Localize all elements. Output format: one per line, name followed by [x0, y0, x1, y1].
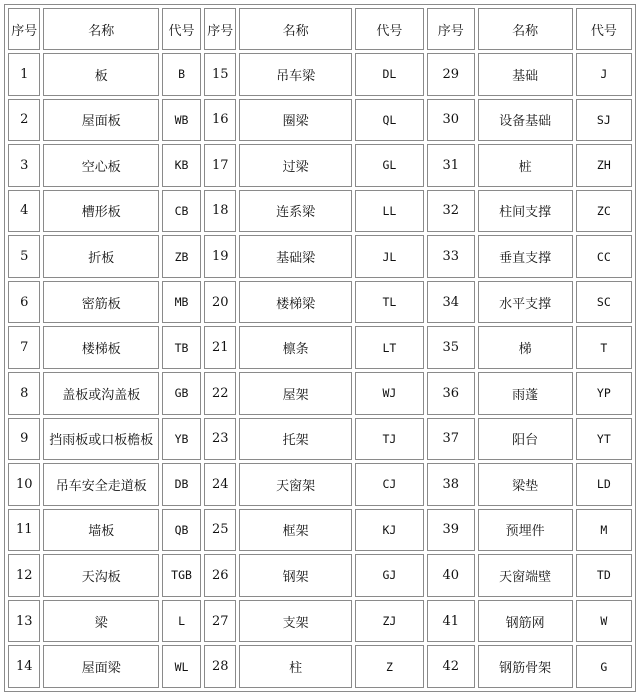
serial-cell: 29 [427, 53, 475, 96]
serial-cell: 13 [8, 600, 40, 643]
member-name-cell: 密筋板 [43, 281, 159, 324]
member-code-cell: SC [576, 281, 632, 324]
member-code-cell: JL [355, 235, 424, 278]
serial-cell: 38 [427, 463, 475, 506]
member-code-cell: TGB [162, 554, 201, 597]
member-code-cell: B [162, 53, 201, 96]
table-row [8, 53, 632, 96]
header-name-1: 名称 [43, 8, 159, 50]
member-code-cell: QL [355, 99, 424, 142]
serial-cell: 5 [8, 235, 40, 278]
member-code-cell: CJ [355, 463, 424, 506]
serial-cell: 16 [204, 99, 236, 142]
member-code-cell: KB [162, 144, 201, 187]
member-name-cell: 托架 [239, 418, 351, 461]
member-name-cell: 基础 [478, 53, 573, 96]
serial-cell: 11 [8, 509, 40, 552]
serial-cell: 21 [204, 326, 236, 369]
header-serial-1: 序号 [8, 8, 40, 50]
table-row [8, 645, 632, 688]
serial-cell: 36 [427, 372, 475, 415]
member-name-cell: 阳台 [478, 418, 573, 461]
serial-cell: 6 [8, 281, 40, 324]
serial-cell: 37 [427, 418, 475, 461]
member-code-cell: TD [576, 554, 632, 597]
member-name-cell: 吊车梁 [239, 53, 351, 96]
serial-cell: 14 [8, 645, 40, 688]
serial-cell: 42 [427, 645, 475, 688]
serial-cell: 8 [8, 372, 40, 415]
serial-cell: 40 [427, 554, 475, 597]
member-name-cell: 梯 [478, 326, 573, 369]
member-code-cell: DB [162, 463, 201, 506]
member-code-cell: GL [355, 144, 424, 187]
serial-cell: 12 [8, 554, 40, 597]
member-code-cell: CC [576, 235, 632, 278]
table-row [8, 418, 632, 461]
serial-cell: 39 [427, 509, 475, 552]
member-name-cell: 吊车安全走道板 [43, 463, 159, 506]
member-code-cell: M [576, 509, 632, 552]
serial-cell: 31 [427, 144, 475, 187]
serial-cell: 18 [204, 190, 236, 233]
serial-cell: 35 [427, 326, 475, 369]
member-name-cell: 过梁 [239, 144, 351, 187]
member-name-cell: 折板 [43, 235, 159, 278]
member-name-cell: 天窗端壁 [478, 554, 573, 597]
member-code-cell: W [576, 600, 632, 643]
member-name-cell: 屋面板 [43, 99, 159, 142]
serial-cell: 23 [204, 418, 236, 461]
table-row [8, 600, 632, 643]
table-row [8, 326, 632, 369]
member-code-cell: WB [162, 99, 201, 142]
table-row [8, 509, 632, 552]
table-row [8, 463, 632, 506]
serial-cell: 25 [204, 509, 236, 552]
serial-cell: 19 [204, 235, 236, 278]
serial-cell: 33 [427, 235, 475, 278]
serial-cell: 9 [8, 418, 40, 461]
table-row [8, 144, 632, 187]
serial-cell: 32 [427, 190, 475, 233]
member-name-cell: 槽形板 [43, 190, 159, 233]
member-name-cell: 钢筋骨架 [478, 645, 573, 688]
member-code-cell: YT [576, 418, 632, 461]
member-name-cell: 钢架 [239, 554, 351, 597]
serial-cell: 1 [8, 53, 40, 96]
member-code-cell: QB [162, 509, 201, 552]
member-name-cell: 水平支撑 [478, 281, 573, 324]
serial-cell: 26 [204, 554, 236, 597]
member-name-cell: 屋架 [239, 372, 351, 415]
member-code-cell: ZJ [355, 600, 424, 643]
member-code-cell: DL [355, 53, 424, 96]
header-name-2: 名称 [239, 8, 351, 50]
header-code-3: 代号 [576, 8, 632, 50]
serial-cell: 4 [8, 190, 40, 233]
table-row [8, 372, 632, 415]
member-code-cell: ZB [162, 235, 201, 278]
member-name-cell: 基础梁 [239, 235, 351, 278]
member-name-cell: 设备基础 [478, 99, 573, 142]
serial-cell: 7 [8, 326, 40, 369]
member-code-cell: YB [162, 418, 201, 461]
member-name-cell: 楼梯梁 [239, 281, 351, 324]
member-name-cell: 天窗架 [239, 463, 351, 506]
member-name-cell: 楼梯板 [43, 326, 159, 369]
serial-cell: 20 [204, 281, 236, 324]
serial-cell: 41 [427, 600, 475, 643]
member-code-cell: ZC [576, 190, 632, 233]
serial-cell: 28 [204, 645, 236, 688]
member-name-cell: 屋面梁 [43, 645, 159, 688]
member-code-cell: T [576, 326, 632, 369]
member-name-cell: 墙板 [43, 509, 159, 552]
serial-cell: 10 [8, 463, 40, 506]
member-code-cell: MB [162, 281, 201, 324]
member-name-cell: 桩 [478, 144, 573, 187]
member-code-cell: Z [355, 645, 424, 688]
header-serial-2: 序号 [204, 8, 236, 50]
structural-member-code-table [4, 4, 636, 692]
member-code-cell: TB [162, 326, 201, 369]
serial-cell: 27 [204, 600, 236, 643]
member-name-cell: 檩条 [239, 326, 351, 369]
table-header-row [8, 8, 632, 50]
member-name-cell: 支架 [239, 600, 351, 643]
member-code-cell: KJ [355, 509, 424, 552]
header-name-3: 名称 [478, 8, 573, 50]
member-name-cell: 雨蓬 [478, 372, 573, 415]
member-name-cell: 垂直支撑 [478, 235, 573, 278]
header-serial-3: 序号 [427, 8, 475, 50]
member-name-cell: 柱间支撑 [478, 190, 573, 233]
serial-cell: 17 [204, 144, 236, 187]
member-code-cell: CB [162, 190, 201, 233]
member-name-cell: 连系梁 [239, 190, 351, 233]
member-name-cell: 空心板 [43, 144, 159, 187]
header-code-1: 代号 [162, 8, 201, 50]
member-name-cell: 天沟板 [43, 554, 159, 597]
member-code-cell: WL [162, 645, 201, 688]
table-row [8, 235, 632, 278]
member-name-cell: 梁 [43, 600, 159, 643]
member-code-cell: YP [576, 372, 632, 415]
member-code-cell: LT [355, 326, 424, 369]
table-row [8, 99, 632, 142]
member-code-cell: L [162, 600, 201, 643]
member-code-cell: WJ [355, 372, 424, 415]
member-code-cell: TJ [355, 418, 424, 461]
table-row [8, 554, 632, 597]
serial-cell: 3 [8, 144, 40, 187]
serial-cell: 22 [204, 372, 236, 415]
member-code-cell: TL [355, 281, 424, 324]
member-code-cell: J [576, 53, 632, 96]
serial-cell: 34 [427, 281, 475, 324]
serial-cell: 30 [427, 99, 475, 142]
code-table-container [4, 4, 634, 688]
member-code-cell: ZH [576, 144, 632, 187]
member-name-cell: 梁垫 [478, 463, 573, 506]
member-name-cell: 预埋件 [478, 509, 573, 552]
member-code-cell: LL [355, 190, 424, 233]
serial-cell: 24 [204, 463, 236, 506]
member-name-cell: 挡雨板或口板檐板 [43, 418, 159, 461]
member-name-cell: 板 [43, 53, 159, 96]
header-code-2: 代号 [355, 8, 424, 50]
serial-cell: 15 [204, 53, 236, 96]
member-name-cell: 柱 [239, 645, 351, 688]
member-name-cell: 圈梁 [239, 99, 351, 142]
member-code-cell: G [576, 645, 632, 688]
member-code-cell: GJ [355, 554, 424, 597]
member-code-cell: LD [576, 463, 632, 506]
member-code-cell: GB [162, 372, 201, 415]
serial-cell: 2 [8, 99, 40, 142]
member-name-cell: 框架 [239, 509, 351, 552]
member-code-cell: SJ [576, 99, 632, 142]
table-body [8, 53, 632, 688]
member-name-cell: 盖板或沟盖板 [43, 372, 159, 415]
table-row [8, 281, 632, 324]
member-name-cell: 钢筋网 [478, 600, 573, 643]
table-row [8, 190, 632, 233]
